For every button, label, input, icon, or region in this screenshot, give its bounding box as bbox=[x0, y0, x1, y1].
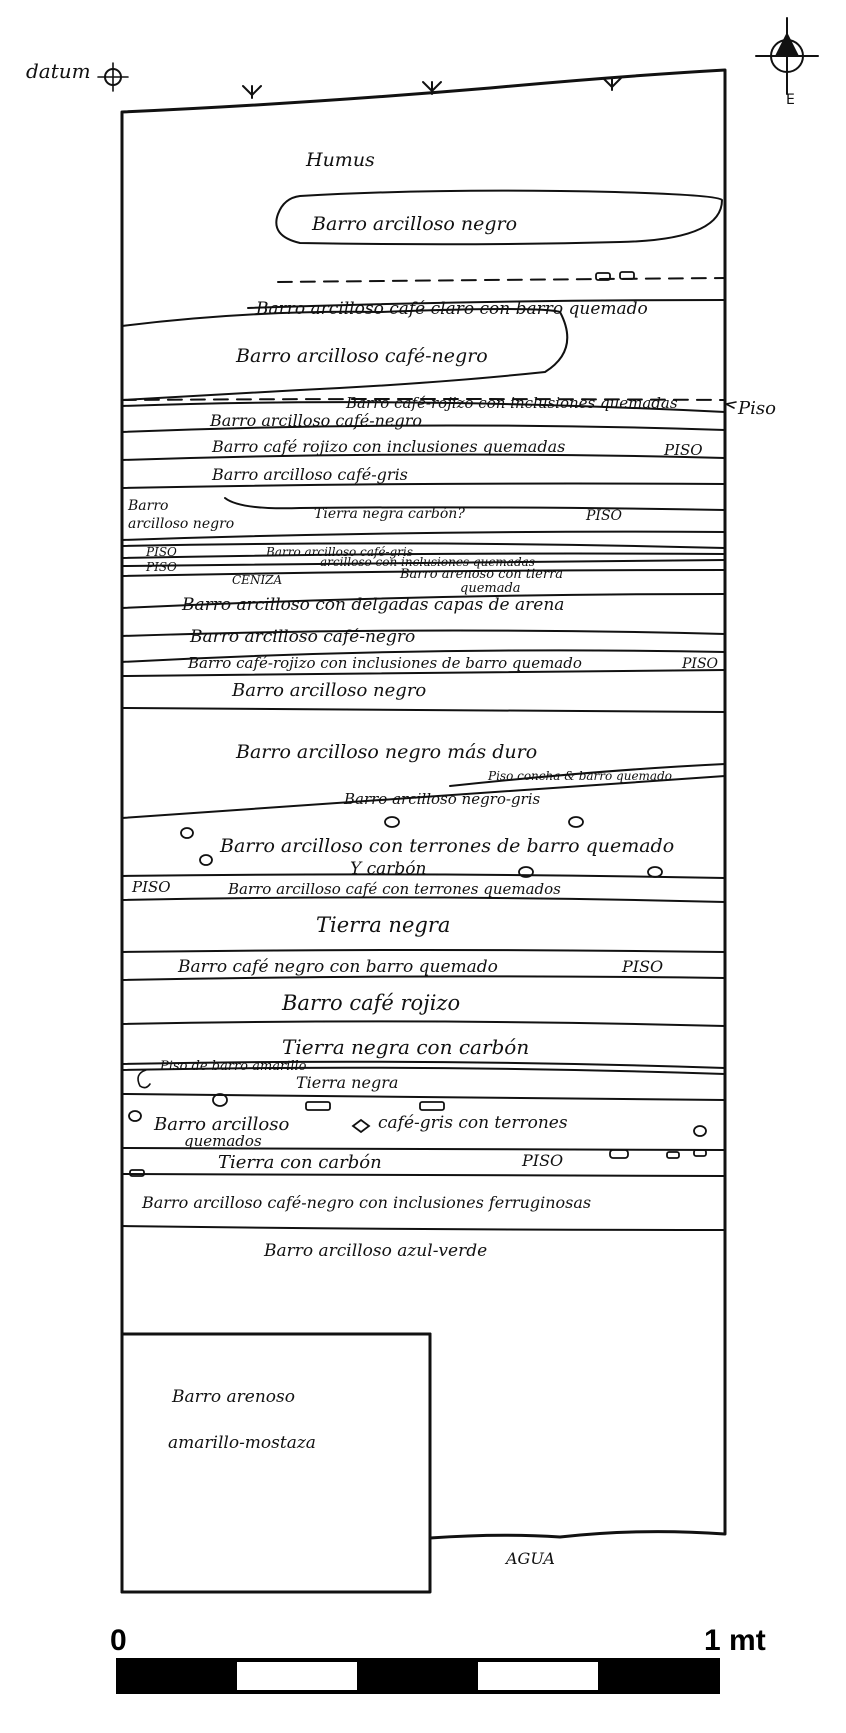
layer-label: PISO bbox=[622, 957, 664, 976]
layer-label: Barro arcilloso con terrones de barro quemado bbox=[220, 835, 675, 857]
layer-label: Tierra negra bbox=[316, 913, 451, 937]
layer-label: amarillo-mostaza bbox=[168, 1433, 316, 1453]
layer-label: Barro café-rojizo con inclusiones de barro quemado bbox=[188, 654, 582, 672]
layer-label: PISO bbox=[146, 560, 177, 574]
layer-label: Tierra negra bbox=[296, 1073, 399, 1092]
layer-label: Barro arcilloso café con terrones quemados bbox=[228, 880, 561, 898]
water-label: AGUA bbox=[506, 1549, 555, 1568]
layer-label: Barro arcilloso café-negro bbox=[236, 345, 488, 367]
layer-label: PISO bbox=[664, 441, 703, 459]
layer-label: Barro café negro con barro quemado bbox=[178, 957, 498, 977]
layer-label: café-gris con terrones bbox=[378, 1113, 568, 1133]
scale-bar bbox=[110, 1624, 766, 1694]
layer-label: Barro arcilloso azul-verde bbox=[264, 1241, 488, 1261]
layer-label: PISO bbox=[522, 1151, 564, 1170]
piso-curl-icon bbox=[138, 1070, 150, 1088]
layer-label: Barro arcilloso bbox=[154, 1114, 290, 1135]
north-label: E bbox=[786, 92, 795, 108]
layer-label: Barro arcilloso café-gris bbox=[212, 465, 408, 484]
layer-label: arcilloso con inclusiones quemadas bbox=[320, 555, 535, 569]
layer-label: PISO bbox=[132, 878, 171, 896]
layer-label: Barro arcilloso café claro con barro quemado bbox=[256, 299, 648, 319]
layer-label: Piso concha & barro quemado bbox=[488, 769, 672, 783]
layer-label: Barro arenoso con tierra bbox=[400, 567, 564, 582]
layer-label: Barro arcilloso negro bbox=[232, 680, 427, 701]
layer-label: PISO bbox=[146, 545, 177, 559]
north-arrow-icon bbox=[756, 18, 818, 94]
layer-label: Barro café rojizo bbox=[282, 991, 461, 1015]
layer-label: Y carbón bbox=[350, 859, 427, 879]
piso-pointer-icon bbox=[726, 402, 736, 408]
layer-label: arcilloso negro bbox=[128, 516, 235, 532]
layer-label: Barro bbox=[128, 498, 169, 514]
scale-start-label: 0 bbox=[110, 1624, 127, 1657]
layer-label: CENIZA bbox=[232, 573, 283, 587]
layer-label: quemada bbox=[460, 581, 521, 596]
layer-label: PISO bbox=[682, 656, 719, 672]
layer-label: Piso bbox=[738, 398, 776, 419]
datum-label: datum bbox=[26, 59, 91, 83]
layer-label: Barro arcilloso negro más duro bbox=[236, 741, 538, 763]
layer-label: Barro arcilloso café-negro bbox=[190, 627, 416, 647]
layer-label: Barro arcilloso con delgadas capas de arena bbox=[182, 595, 565, 615]
layer-label: Tierra con carbón bbox=[218, 1152, 382, 1173]
layer-label: Piso de barro amarillo bbox=[160, 1059, 307, 1074]
layer-labels bbox=[127, 149, 776, 1568]
layer-label: PISO bbox=[586, 508, 623, 524]
layer-label: Barro café rojizo con inclusiones quemadas bbox=[212, 437, 566, 456]
layer-label: Barro arcilloso café-negro bbox=[210, 411, 422, 430]
layer-label: Barro arcilloso café-negro con inclusiones ferruginosas bbox=[142, 1193, 592, 1212]
lower-block-outline bbox=[122, 1334, 430, 1592]
layer-label: Barro arcilloso negro-gris bbox=[344, 790, 541, 808]
layer-label: Barro arenoso bbox=[172, 1387, 295, 1407]
layer-label: Tierra negra carbón? bbox=[314, 506, 465, 522]
layer-label: Humus bbox=[306, 149, 375, 171]
layer-label: Barro café-rojizo con inclusiones quemadas bbox=[346, 394, 678, 412]
datum-crosshair-icon bbox=[98, 63, 128, 91]
layer-label: Barro arcilloso café-gris bbox=[266, 545, 413, 559]
layer-label: Tierra negra con carbón bbox=[282, 1035, 530, 1059]
layer-label: Barro arcilloso negro bbox=[312, 213, 518, 235]
layer-label: quemados bbox=[184, 1132, 262, 1150]
scale-end-label: 1 mt bbox=[704, 1624, 766, 1657]
